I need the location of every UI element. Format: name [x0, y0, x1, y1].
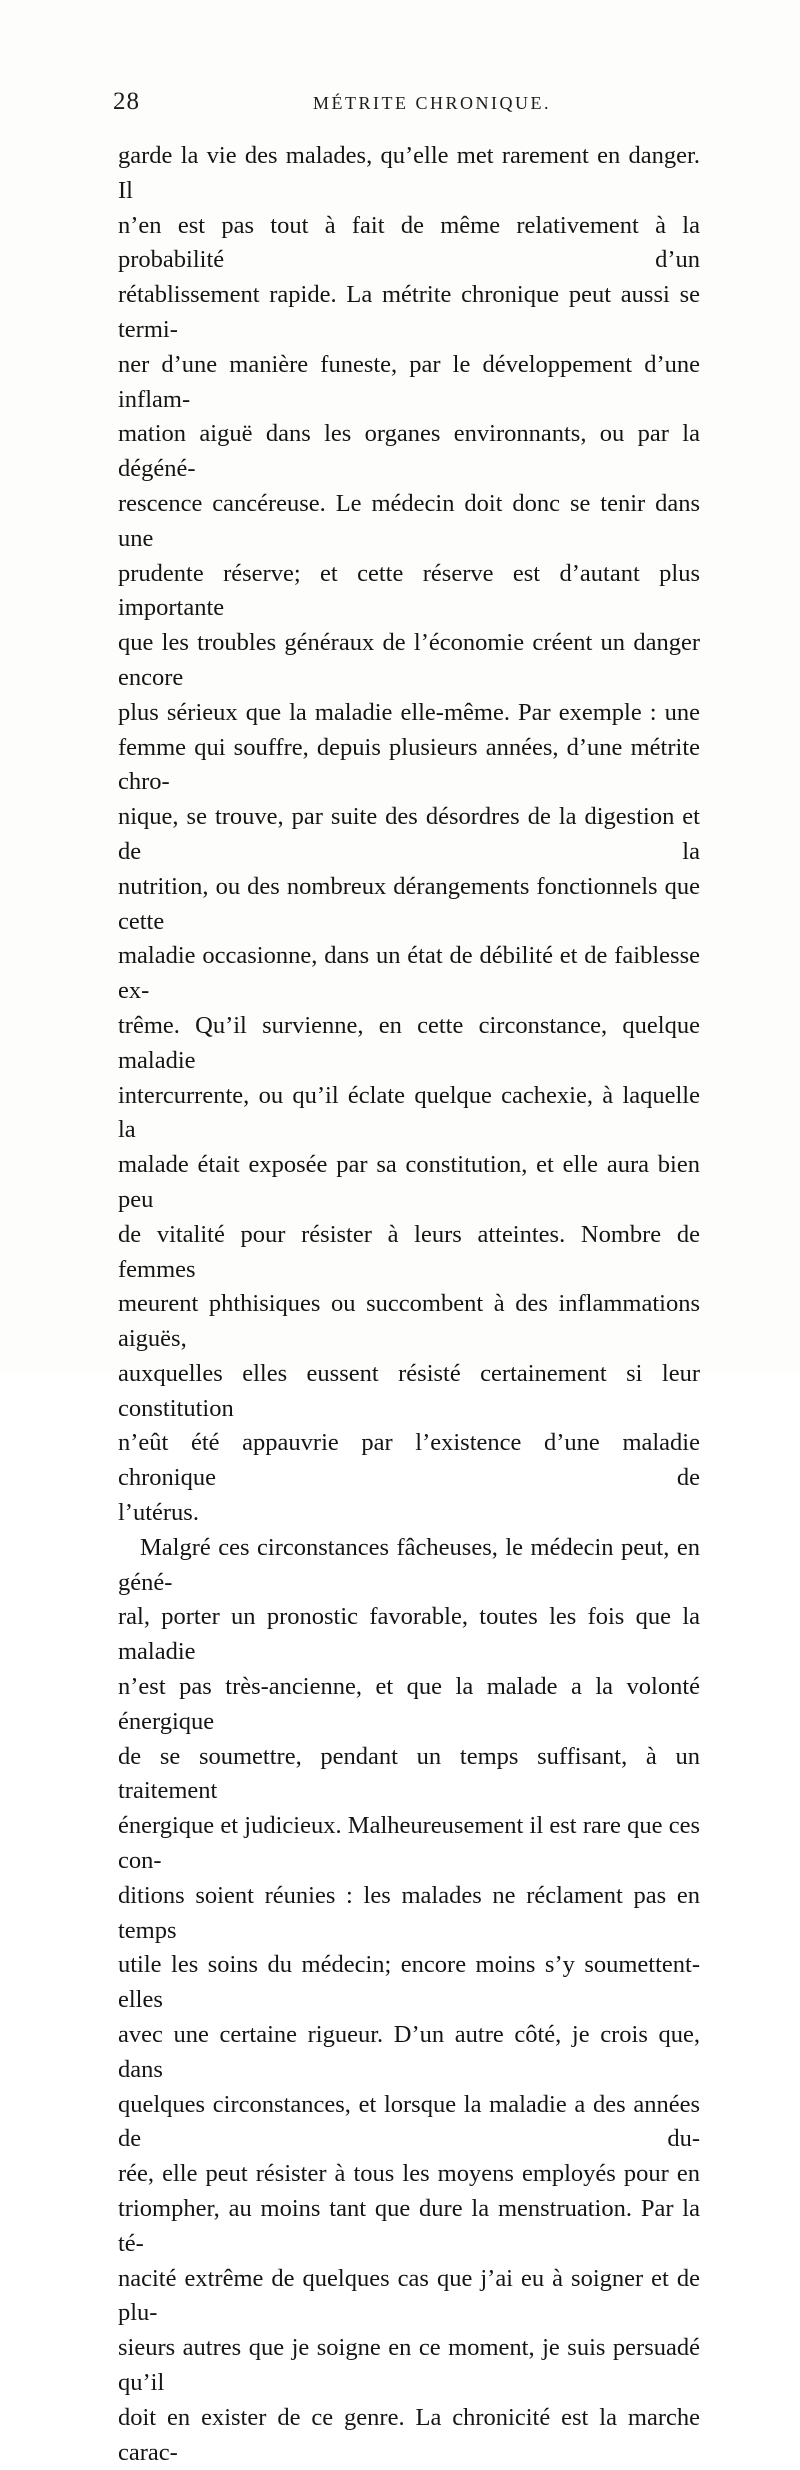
text-line: utile les soins du médecin; encore moins s’y soumettent-elles [118, 1951, 700, 2014]
text-line: de se soumettre, pendant un temps suffisant, à un traitement [118, 1742, 700, 1805]
text-line: malade était exposée par sa constitution, et elle aura bien peu [118, 1151, 700, 1213]
page-header [113, 88, 698, 122]
text-line: femme qui souffre, depuis plusieurs années, d’une métrite chro- [118, 733, 700, 796]
text-line: auxquelles elles eussent résisté certainement si leur constitution [118, 1359, 700, 1422]
text-line: quelques circonstances, et lorsque la maladie a des années de du- [118, 2090, 700, 2153]
text-line: énergique et judicieux. Malheureusement il est rare que ces con- [118, 1812, 700, 1875]
text-line: n’est pas très-ancienne, et que la malade a la volonté énergique [118, 1673, 700, 1735]
text-line: avec une certaine rigueur. D’un autre côté, je crois que, dans [118, 2021, 700, 2083]
text-line: nacité extrême de quelques cas que j’ai eu à soigner et de plu- [118, 2264, 700, 2327]
text-line: mation aiguë dans les organes environnants, ou par la dégéné- [118, 420, 700, 483]
text-line: l’utérus. [118, 1499, 199, 1527]
text-line: Malgré ces circonstances fâcheuses, le médecin peut, en géné- [118, 1533, 700, 1596]
text-line: garde la vie des malades, qu’elle met rarement en danger. Il [118, 142, 700, 204]
text-line: ner d’une manière funeste, par le développement d’une inflam- [118, 350, 700, 413]
text-line: triompher, au moins tant que dure la menstruation. Par la té- [118, 2195, 700, 2257]
text-line: intercurrente, ou qu’il éclate quelque cachexie, à laquelle la [118, 1081, 700, 1144]
text-line: meurent phthisiques ou succombent à des inflammations aiguës, [118, 1290, 700, 1353]
text-line: maladie occasionne, dans un état de débilité et de faiblesse ex- [118, 942, 700, 1005]
text-line: n’eût été appauvrie par l’existence d’une maladie chronique de [118, 1429, 700, 1492]
text-line: trême. Qu’il survienne, en cette circonstance, quelque maladie [118, 1011, 700, 1074]
text-line: ral, porter un pronostic favorable, toutes les fois que la maladie [118, 1603, 700, 1666]
text-line: n’en est pas tout à fait de même relativement à la probabilité d’un [118, 211, 700, 274]
text-line: prudente réserve; et cette réserve est d’autant plus importante [118, 559, 700, 622]
text-line: sieurs autres que je soigne en ce moment, je suis persuadé qu’il [118, 2334, 700, 2396]
text-line: nutrition, ou des nombreux dérangements fonctionnels que cette [118, 872, 700, 935]
text-line: doit en exister de ce genre. La chronicité est la marche carac- [118, 2403, 700, 2466]
text-line: ditions soient réunies : les malades ne réclament pas en temps [118, 1881, 700, 1944]
text-line: plus sérieux que la maladie elle-même. Par exemple : une [118, 698, 700, 726]
text-line: rétablissement rapide. La métrite chronique peut aussi se termi- [118, 281, 700, 343]
page-number: 28 [113, 88, 140, 115]
text-line: rescence cancéreuse. Le médecin doit donc se tenir dans une [118, 489, 700, 552]
text-line: de vitalité pour résister à leurs atteintes. Nombre de femmes [118, 1220, 700, 1283]
text-line: que les troubles généraux de l’économie créent un danger encore [118, 629, 700, 691]
running-title: MÉTRITE CHRONIQUE. [313, 93, 551, 113]
text-line: rée, elle peut résister à tous les moyens employés pour en [118, 2160, 700, 2188]
body-text [118, 139, 700, 2470]
text-line: nique, se trouve, par suite des désordres de la digestion et de la [118, 803, 700, 865]
